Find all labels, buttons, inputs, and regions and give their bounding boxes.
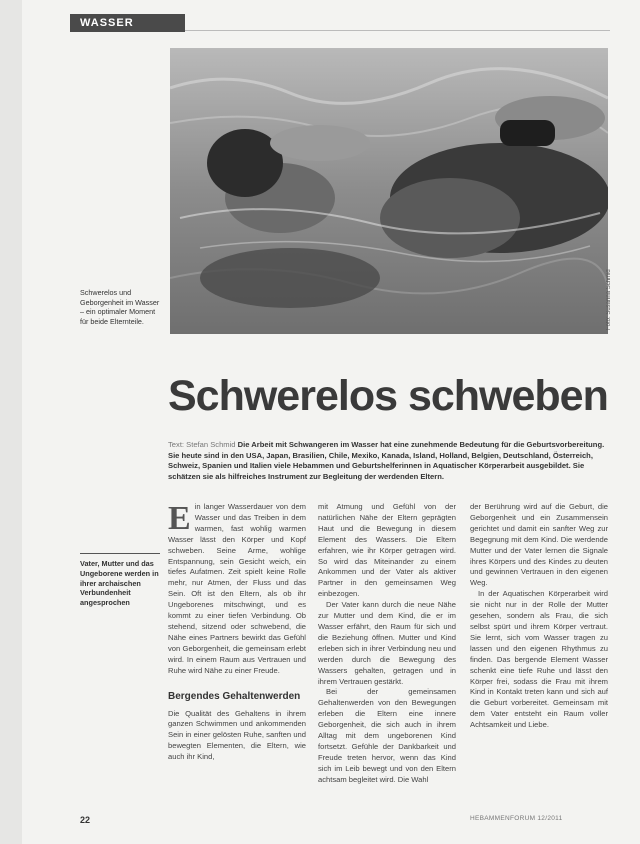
section-subhead: Bergendes Gehaltenwerden xyxy=(168,690,301,702)
body-column-3 xyxy=(470,502,608,731)
article-photo xyxy=(170,48,608,334)
pull-quote: Vater, Mutter und das Ungeborene werden in ihrer archaischen Verbundenheit angesprochen xyxy=(80,553,160,608)
body-column-1 xyxy=(168,502,306,763)
body-paragraph: Die Qualität des Gehaltens in ihrem ganzen Schwimmen und ankommenden Sein in einer gelösten Ruhe, sanften und bewegten Elementen, die Eltern, wie auch ihr Kind, xyxy=(168,708,306,762)
photo-caption: Schwerelos und Geborgenheit im Wasser – ein optimaler Moment für beide Elternteile. xyxy=(80,288,160,326)
swimmer-illustration xyxy=(170,48,608,334)
section-banner: WASSER xyxy=(70,14,185,32)
body-paragraph: Bei der gemeinsamen Gehaltenwerden von den Bewegungen erleben die Eltern eine innere Geborgenheit, die sich auch in ihrem Alltag mit dem ungeborenen Kind fortsetzt. Gefühle der Dankbarkeit und Freude treten hervor, wenn das Kind sich im Leib bewegt und von den Eltern achtsam begleitet wird. Die Wahl xyxy=(318,687,456,784)
article-intro xyxy=(168,440,612,482)
body-paragraph: Der Vater kann durch die neue Nähe zur Mutter und dem Kind, die er im Wasser erfährt, den Raum für sich und die Beziehung öffnen. Mutter und Kind erleben sich in ihrer Verbindung neu und werden durch die Bewegung des Wassers gehalten, getragen und in ihrem Vertrauen gestärkt. xyxy=(318,600,456,686)
body-paragraph: mit Atmung und Gefühl von der natürlichen Nähe der Eltern geprägten Haut und die Bewegung in diesem Element des Wassers. Die Eltern erfahren, wie ihr Körper getragen wird. So wird das Miteinander zu einem Ankommen und der Vater als aktiver Partner in den gemeinsamen Weg einbezogen. xyxy=(318,502,456,599)
article-headline: Schwerelos schweben xyxy=(168,372,608,420)
magazine-footer: HEBAMMENFORUM 12/2011 xyxy=(470,815,563,822)
photo-credit: Foto: Susanna Schmid xyxy=(606,269,612,330)
drop-cap: E xyxy=(168,500,191,537)
section-rule xyxy=(185,30,610,31)
author-byline: Text: Stefan Schmid xyxy=(168,440,236,449)
page-number: 22 xyxy=(80,815,91,825)
page-gutter xyxy=(0,0,22,844)
body-paragraph: in langer Wasserdauer von dem Wasser und das Treiben in dem warmen, fast wohlig warmen Wasser lässt den Körper und Kopf schweben. Seine Arme, wohlige Entspannung, sein Gesicht weich, ein tiefes Aufatmen. Zeit spielt keine Rolle mehr, nur Atmen, der Fluss und das Sein. Oft ist den Eltern, als ob ihr Ungeborenes mitschwingt, und es kommt zu einer tiefen Verbindung. Ob stehend, sitzend oder schwebend, die Nähe eines Partners bewirkt das Gefühl von Geborgenheit, die gemeinsam erlebt wird. In einem Raum aus Vertrauen und Ruhe wird Nähe zu einer Freude. xyxy=(168,502,306,675)
body-paragraph: In der Aquatischen Körperarbeit wird sie nicht nur in der Rolle der Mutter gesehen, sondern als Frau, die sich selbst spürt und ihrem Körper vertraut. Sie lernt, sich vom Wasser tragen zu lassen und den eigenen Rhythmus zu finden. Das bergende Element Wasser schenkt eine tiefe Ruhe und lässt den Körper frei, sodass die Frau mit ihrem Kind in Kontakt treten kann und sich auf die Geburt vorbereitet. Gemeinsam mit dem Vater entsteht ein Raum voller Achtsamkeit und Liebe. xyxy=(470,589,608,730)
body-column-2 xyxy=(318,502,456,786)
body-paragraph: der Berührung wird auf die Geburt, die Geborgenheit und ein Zusammensein gerichtet und damit ein sanfter Weg zur Begegnung mit dem Kind. Die werdende Mutter und der Vater lernen die Signale ihres Körpers und des Kindes zu deuten und gewinnen Vertrauen in den eigenen Weg. xyxy=(470,502,608,588)
intro-text: Die Arbeit mit Schwangeren im Wasser hat eine zunehmende Bedeutung für die Geburtsvorbereitung. Sie heute sind in den USA, Japan, Brasilien, Chile, Mexiko, Kanada, Island, Holland, Belgien, Deutschland, Österreich, Schweiz, Spanien und Italien viele Hebammen und Geburtshelferinnen in Aquatischer Körperarbeit ausgebildet. Sie schätzen sie als hilfreiches Instrument zur Begleitung der werdenden Eltern. xyxy=(168,440,605,481)
